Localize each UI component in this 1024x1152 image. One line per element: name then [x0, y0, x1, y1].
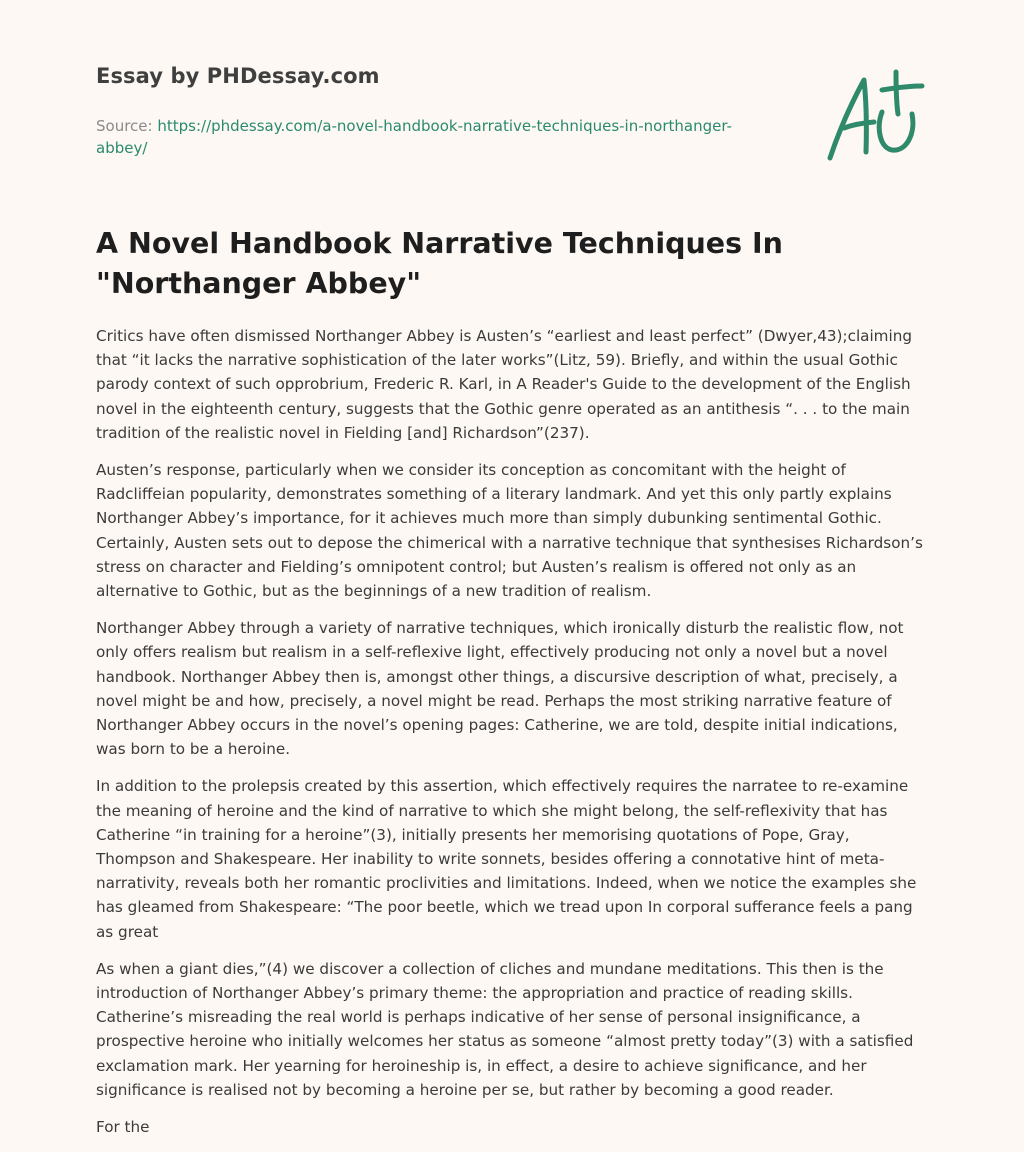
site-title: Essay by PHDessay.com [96, 64, 380, 88]
article-body [96, 324, 932, 1152]
paragraph: In addition to the prolepsis created by this assertion, which effectively requires the narratee to re-examine the meaning of heroine and the kind of narrative to which she might belong, the self-reflexivity that has Catherine “in training for a heroine”(3), initially presents her memorising quotations of Pope, Gray, Thompson and Shakespeare. Her inability to write sonnets, besides offering a connotative hint of meta-narrativity, reveals both her romantic proclivities and limitations. Indeed, when we notice the examples she has gleamed from Shakespeare: “The poor beetle, which we tread upon In corporal sufferance feels a pang as great [96, 777, 917, 941]
paragraph: For the [96, 1118, 150, 1137]
article-title: A Novel Handbook Narrative Techniques In "Northanger Abbey" [96, 227, 783, 300]
source-label: Source: [96, 117, 153, 135]
paragraph: Austen’s response, particularly when we consider its conception as concomitant with the height of Radcliffeian popularity, demonstrates something of a literary landmark. And yet this only partly explains Northanger Abbey’s importance, for it achieves much more than simply dubunking sentimental Gothic. Certainly, Austen sets out to depose the chimerical with a narrative technique that synthesises Richardson’s stress on character and Fielding’s omnipotent control; but Austen’s realism is offered not only as an alternative to Gothic, but as the beginnings of a new tradition of realism. [96, 461, 923, 601]
source-line [96, 115, 756, 159]
paragraph: As when a giant dies,”(4) we discover a collection of cliches and mundane meditations. This then is the introduction of Northanger Abbey’s primary theme: the appropriation and practice of reading skills. Catherine’s misreading the real world is perhaps indicative of her sense of personal insignificance, a prospective heroine who initially welcomes her status as someone “almost pretty today”(3) with a satisfied exclamation mark. Her yearning for heroineship is, in effect, a desire to achieve significance, and her significance is realised not by becoming a heroine per se, but rather by becoming a good reader. [96, 959, 914, 1099]
paragraph: Northanger Abbey through a variety of narrative techniques, which ironically disturb the realistic flow, not only offers realism but realism in a self-reflexive light, effectively producing not only a novel but a novel handbook. Northanger Abbey then is, amongst other things, a discursive description of what, precisely, a novel might be and how, precisely, a novel might be read. Perhaps the most striking narrative feature of Northanger Abbey occurs in the novel’s opening pages: Catherine, we are told, despite initial indications, was born to be a heroine. [96, 619, 904, 759]
page-header [96, 64, 796, 159]
source-link[interactable]: https://phdessay.com/a-novel-handbook-narrative-techniques-in-northanger-abbey/ [96, 117, 732, 157]
paragraph: Critics have often dismissed Northanger Abbey is Austen’s “earliest and least perfect” (Dwyer,43);claiming that “it lacks the narrative sophistication of the later works”(Litz, 59). Briefly, and within the usual Gothic parody context of such opprobrium, Frederic R. Karl, in A Reader's Guide to the development of the English novel in the eighteenth century, suggests that the Gothic genre operated as an antithesis “. . . to the main tradition of the realistic novel in Fielding [and] Richardson”(237). [96, 327, 912, 442]
a-plus-logo-icon [822, 68, 930, 164]
